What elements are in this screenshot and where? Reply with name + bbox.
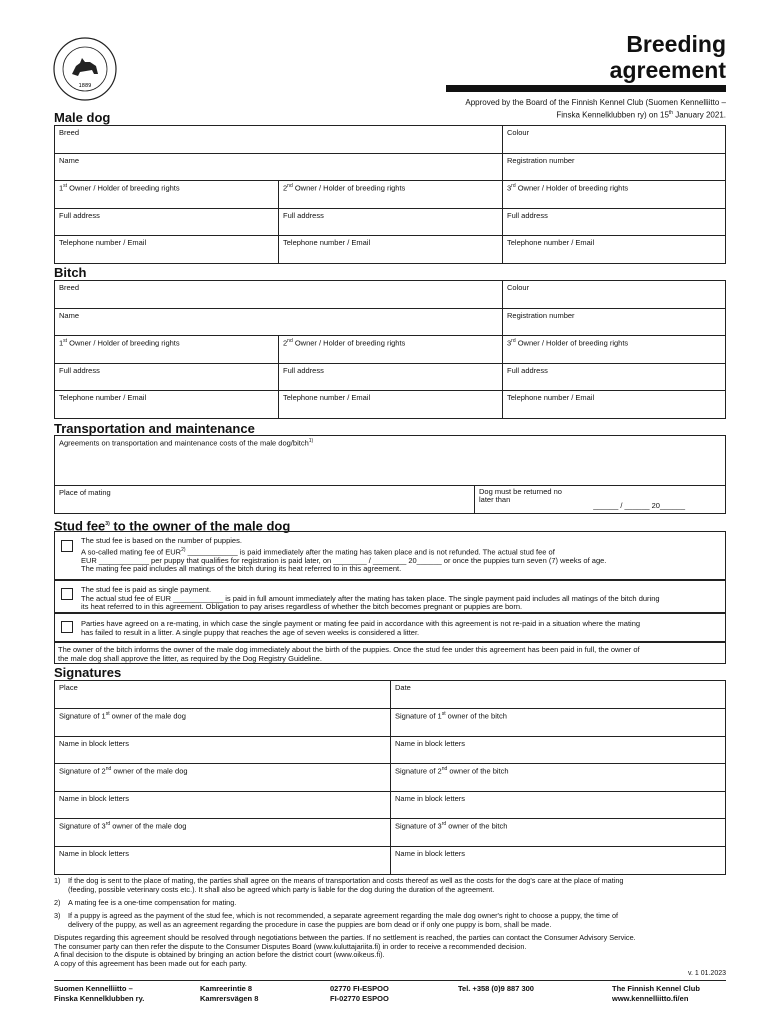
male-owner1-field[interactable]: 1st Owner / Holder of breeding rights xyxy=(55,181,279,208)
name-bitch-owner2[interactable]: Name in block letters xyxy=(395,794,466,803)
footer-divider xyxy=(54,980,726,981)
bitch-reg-field[interactable]: Registration number xyxy=(507,311,575,320)
signatures-heading: Signatures xyxy=(54,665,122,680)
return-date-field[interactable]: Dog must be returned no later than ______ / ______ 20______ xyxy=(479,487,685,510)
disputes-text: Disputes regarding this agreement should be resolved through negotiations between the parties. If no settlement is reached, the parties can contact the Consumer Advisory Service. The consumer party can then refer the dispute to the Consumer Disputes Board (www.kuluttajariita.fi) in order to receive a recommended decision. A final decision to the dispute is obtained by bringing an action before the district court (www.oikeus.fi). A copy of this agreement has been made out for each party. xyxy=(54,933,636,968)
male-owner3-field[interactable]: 3rd Owner / Holder of breeding rights xyxy=(507,183,629,193)
version-label: v. 1 01.2023 xyxy=(687,970,726,977)
approval-note: Approved by the Board of the Finnish Kennel Club (Suomen Kennelliitto – Finska Kennelklubben ry) on 15th January 2021. xyxy=(465,98,726,120)
male-dog-table xyxy=(54,125,726,264)
place-of-mating-field[interactable]: Place of mating xyxy=(55,486,475,513)
male-reg-field[interactable]: Registration number xyxy=(507,156,575,165)
male-phone2-field[interactable]: Telephone number / Email xyxy=(279,236,503,263)
sig-male-owner2[interactable]: Signature of 2nd owner of the male dog xyxy=(55,764,391,791)
sig-bitch-owner2[interactable]: Signature of 2nd owner of the bitch xyxy=(395,766,509,776)
male-owner2-field[interactable]: 2nd Owner / Holder of breeding rights xyxy=(279,181,503,208)
footer-phone: Tel. +358 (0)9 887 300 xyxy=(458,984,534,993)
stud-fee-option-2: The stud fee is paid as single payment. The actual stud fee of EUR ____________ is paid in full amount immediately after the mating has taken place. The single payment paid includes all matings of the bitch during its heat referred to in this agreement. Obligation to pay arises regardless of whether the bitch becomes pregnant or puppies are born. xyxy=(54,580,726,613)
bitch-address1-field[interactable]: Full address xyxy=(55,364,279,390)
footer-address: Kamreerintie 8 Kamrersvägen 8 xyxy=(200,984,259,1003)
stud-fee-heading: Stud fee$^{3)}$ to the owner of the male dog xyxy=(54,518,291,534)
male-phone3-field[interactable]: Telephone number / Email xyxy=(507,238,595,247)
male-address2-field[interactable]: Full address xyxy=(279,209,503,235)
place-field[interactable]: Place xyxy=(55,681,391,708)
bitch-name-field[interactable]: Name xyxy=(55,309,503,335)
option-2-checkbox[interactable] xyxy=(61,588,73,600)
return-date-blank: ______ / ______ 20______ xyxy=(593,501,685,510)
name-bitch-owner1[interactable]: Name in block letters xyxy=(395,739,466,748)
sig-bitch-owner1[interactable]: Signature of 1st owner of the bitch xyxy=(395,711,507,721)
name-male-owner3[interactable]: Name in block letters xyxy=(55,847,391,874)
bitch-owner3-field[interactable]: 3rd Owner / Holder of breeding rights xyxy=(507,338,629,348)
transport-table xyxy=(54,435,726,514)
male-colour-field[interactable]: Colour xyxy=(507,128,530,137)
bitch-phone2-field[interactable]: Telephone number / Email xyxy=(279,391,503,418)
footer-org: Suomen Kennelliitto – Finska Kennelklubben ry. xyxy=(54,984,145,1003)
date-field[interactable]: Date xyxy=(395,683,411,692)
stud-fee-note: The owner of the bitch informs the owner of the male dog immediately about the birth of the puppies. Once the stud fee under this agreement has been paid in full, the owner of the male dog shall approve the litter, as required by the Dog Registry Guideline. xyxy=(54,642,726,664)
footer-postal: 02770 FI-ESPOO FI-02770 ESPOO xyxy=(330,984,389,1003)
bitch-phone3-field[interactable]: Telephone number / Email xyxy=(507,393,595,402)
sig-bitch-owner3[interactable]: Signature of 3rd owner of the bitch xyxy=(395,821,508,831)
stud-fee-option-3: Parties have agreed on a re-mating, in which case the single payment or mating fee paid in accordance with this agreement is not re-paid in a situation where the mating has failed to result in a litter. A single puppy that reaches the age of seven weeks is considered a litter. xyxy=(54,613,726,642)
option-3-checkbox[interactable] xyxy=(61,621,73,633)
footnote-2: 2) A mating fee is a one-time compensation for mating. xyxy=(54,898,237,907)
page-title: Breeding agreement xyxy=(609,31,726,83)
sig-male-owner1[interactable]: Signature of 1st owner of the male dog xyxy=(55,709,391,736)
signatures-table xyxy=(54,680,726,875)
seal-year: 1889 xyxy=(78,83,92,89)
male-breed-field[interactable]: Breed xyxy=(55,126,503,153)
bitch-heading: Bitch xyxy=(54,265,87,280)
footnote-3: 3) If a puppy is agreed as the payment of the stud fee, which is not recommended, a separate agreement regarding the male dog owner's right to choose a puppy, the time of delivery of the puppy, as well as an agreement regarding the procedure in case the puppies are born dead or if only one puppy is born, shall be made. xyxy=(54,911,619,929)
male-address1-field[interactable]: Full address xyxy=(55,209,279,235)
male-phone1-field[interactable]: Telephone number / Email xyxy=(55,236,279,263)
sig-male-owner3[interactable]: Signature of 3rd owner of the male dog xyxy=(55,819,391,846)
bitch-phone1-field[interactable]: Telephone number / Email xyxy=(55,391,279,418)
kennel-club-seal-icon xyxy=(52,36,118,102)
stud-fee-option-1: The stud fee is based on the number of puppies. A so-called mating fee of EUR$^{2)}$ ____________ is paid immediately after the mating has taken place and is not refunded. The actual stud fee of EUR ____________ per puppy that qualifies for registration is paid later, on ________ / ________ 20______ or once the puppies turn seven (7) weeks of age. The mating fee paid includes all matings of the bitch during its heat referred to in this agreement. xyxy=(54,531,726,580)
bitch-colour-field[interactable]: Colour xyxy=(507,283,530,292)
name-male-owner2[interactable]: Name in block letters xyxy=(55,792,391,818)
bitch-owner1-field[interactable]: 1st Owner / Holder of breeding rights xyxy=(55,336,279,363)
male-address3-field[interactable]: Full address xyxy=(507,211,548,220)
footnote-1: 1) If the dog is sent to the place of mating, the parties shall agree on the means of transportation and costs thereof as well as the costs for the dog's care at the place of mating (feeding, possible veterinary costs etc.). It shall also be agreed which party is liable for the dog during the duration of the agreement. xyxy=(54,876,624,894)
bitch-address2-field[interactable]: Full address xyxy=(279,364,503,390)
option-1-checkbox[interactable] xyxy=(61,540,73,552)
name-male-owner1[interactable]: Name in block letters xyxy=(55,737,391,763)
bitch-breed-field[interactable]: Breed xyxy=(55,281,503,308)
male-dog-heading: Male dog xyxy=(54,110,111,125)
footer-club: The Finnish Kennel Club www.kennelliitto.fi/en xyxy=(612,984,700,1003)
transport-agreements-field[interactable]: Agreements on transportation and maintenance costs of the male dog/bitch$^{1)}$ xyxy=(59,438,314,448)
bitch-table xyxy=(54,280,726,419)
bitch-address3-field[interactable]: Full address xyxy=(507,366,548,375)
male-name-field[interactable]: Name xyxy=(55,154,503,180)
title-bar xyxy=(446,85,726,92)
bitch-owner2-field[interactable]: 2nd Owner / Holder of breeding rights xyxy=(279,336,503,363)
name-bitch-owner3[interactable]: Name in block letters xyxy=(395,849,466,858)
transport-heading: Transportation and maintenance xyxy=(54,421,255,436)
